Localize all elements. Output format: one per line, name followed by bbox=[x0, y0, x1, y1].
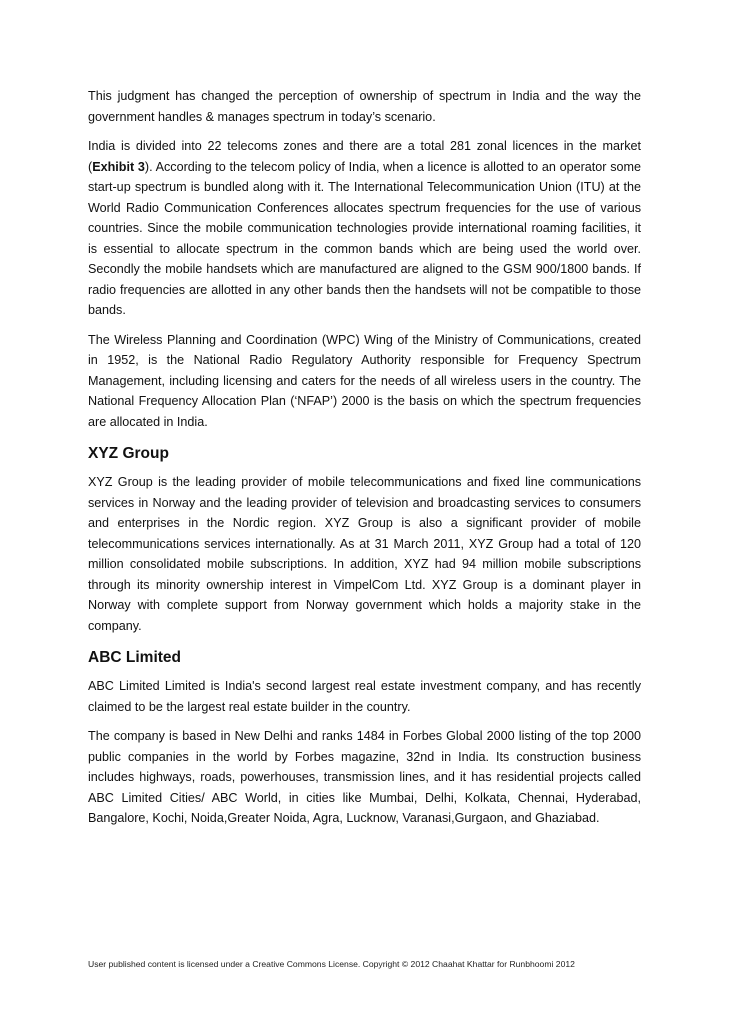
paragraph-india-telecom-zones bbox=[88, 136, 641, 321]
heading-abc-limited: ABC Limited bbox=[88, 649, 181, 666]
document-body bbox=[88, 86, 641, 838]
page-footer-license: User published content is licensed under a Creative Commons License. Copyright © 2012 Chaahat Khattar for Runbhoomi 2012 bbox=[88, 959, 575, 969]
paragraph-abc-limited-intro: ABC Limited Limited is India's second largest real estate investment company, and has recently claimed to be the largest real estate builder in the country. bbox=[88, 679, 641, 714]
paragraph-judgment: This judgment has changed the perception of ownership of spectrum in India and the way the government handles & manages spectrum in today’s scenario. bbox=[88, 89, 641, 124]
india-text-after-exhibit: ). According to the telecom policy of India, when a licence is allotted to an operator some start-up spectrum is bundled along with it. The International Telecommunication Union (ITU) at the World Radio Communication Conferences allocates spectrum frequencies for the use of various countries. Since the mobile communication technologies provide international roaming facilities, it is essential to allocate spectrum in the common bands which are being used the world over. Secondly the mobile handsets which are manufactured are aligned to the GSM 900/1800 bands. If radio frequencies are allotted in any other bands then the handsets will not be compatible to those bands. bbox=[88, 159, 641, 317]
heading-xyz-group: XYZ Group bbox=[88, 445, 169, 462]
paragraph-wpc: The Wireless Planning and Coordination (WPC) Wing of the Ministry of Communications, created in 1952, is the National Radio Regulatory Authority responsible for Frequency Spectrum Management, including licensing and caters for the needs of all wireless users in the country. The National Frequency Allocation Plan (‘NFAP’) 2000 is the basis on which the spectrum frequencies are allocated in India. bbox=[88, 332, 641, 429]
paragraph-xyz-group: XYZ Group is the leading provider of mobile telecommunications and fixed line communications services in Norway and the leading provider of television and broadcasting services to consumers and enterprises in the Nordic region. XYZ Group is also a significant provider of mobile telecommunications services internationally. As at 31 March 2011, XYZ Group had a total of 120 million consolidated mobile subscriptions. In addition, XYZ had 94 million mobile subscriptions through its minority ownership interest in VimpelCom Ltd. XYZ Group is a dominant player in Norway with complete support from Norway government which holds a majority stake in the company. bbox=[88, 475, 641, 633]
paragraph-abc-limited-details: The company is based in New Delhi and ranks 1484 in Forbes Global 2000 listing of the top 2000 public companies in the world by Forbes magazine, 32nd in India. Its construction business includes highways, roads, powerhouses, transmission lines, and it has residential projects called ABC Limited Cities/ ABC World, in cities like Mumbai, Delhi, Kolkata, Chennai, Hyderabad, Bangalore, Kochi, Noida,Greater Noida, Agra, Lucknow, Varanasi,Gurgaon, and Ghaziabad. bbox=[88, 729, 641, 825]
india-text-before-exhibit: India is divided into 22 telecoms zones and there are a total 281 zonal licences in the market ( bbox=[88, 139, 641, 174]
exhibit-reference: Exhibit 3 bbox=[92, 159, 145, 174]
